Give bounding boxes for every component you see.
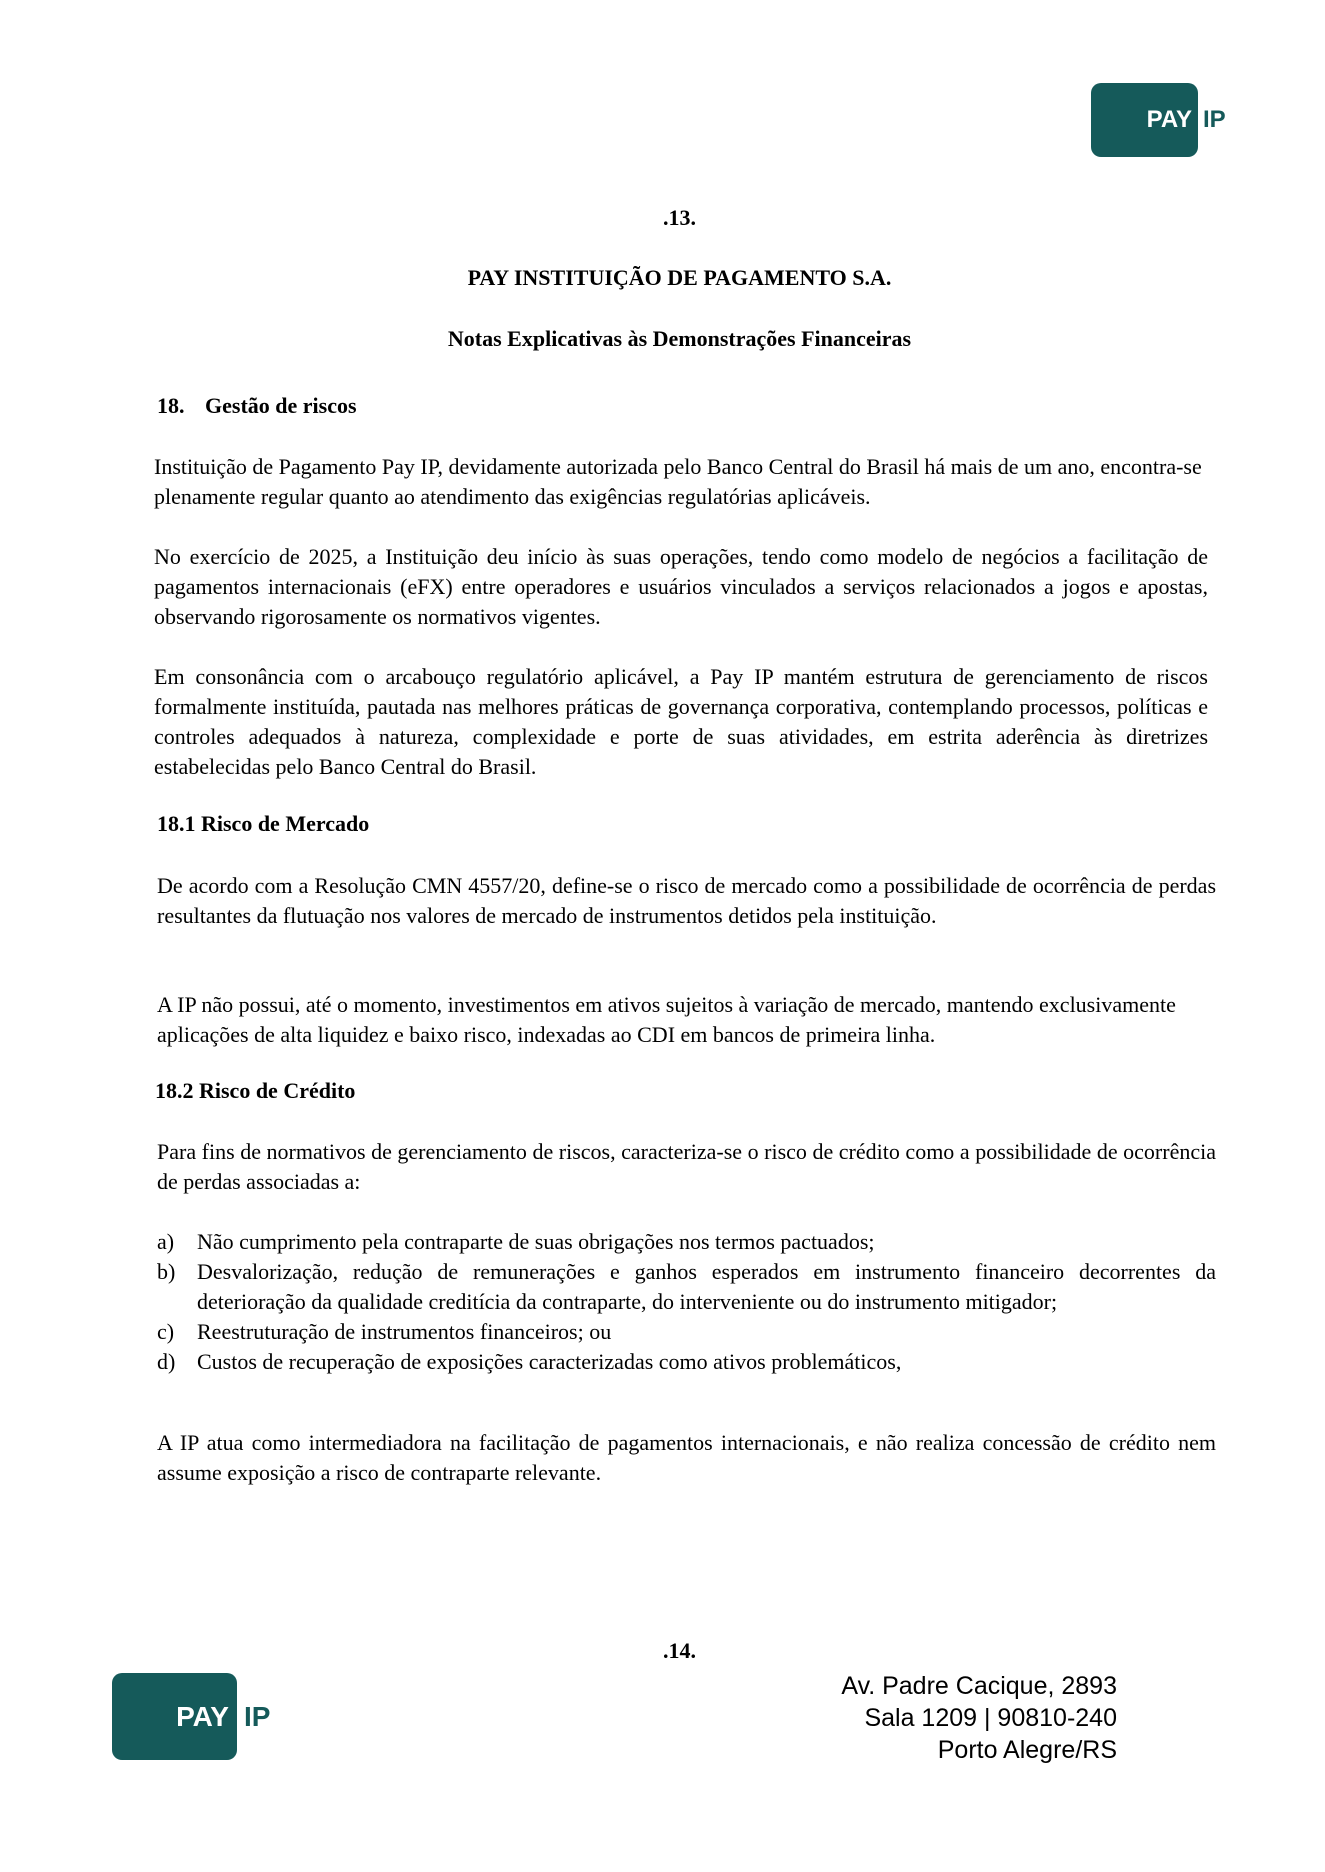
document-subtitle: Notas Explicativas às Demonstrações Financeiras — [447, 326, 912, 351]
address-line: Av. Padre Cacique, 2893 — [841, 1672, 1117, 1700]
address-line: Sala 1209 | 90810-240 — [864, 1704, 1117, 1732]
paragraph: A IP atua como intermediadora na facilitação de pagamentos internacionais, e não realiza concessão de crédito nem assume exposição a risco de contraparte relevante. — [157, 1430, 1216, 1485]
section-title: Gestão de riscos — [205, 393, 357, 418]
section-heading-18 — [157, 393, 357, 419]
logo-badge — [112, 1673, 237, 1760]
section-title: Risco de Mercado — [201, 811, 370, 836]
paragraph: A IP não possui, até o momento, investimentos em ativos sujeitos à variação de mercado, mantendo exclusivamente aplicações de alta liquidez e baixo risco, indexadas ao CDI em bancos de primeira linha. — [157, 992, 1176, 1047]
footer-address — [841, 1670, 1117, 1766]
list-item — [157, 1257, 1216, 1317]
logo-pay-text: PAY — [176, 1700, 229, 1732]
paragraph: No exercício de 2025, a Instituição deu início às suas operações, tendo como modelo de negócios a facilitação de pagamentos internacionais (eFX) entre operadores e usuários vinculados a serviços relacionados a jogos e apostas, observando rigorosamente os normativos vigentes. — [154, 544, 1208, 629]
section-number: 18.2 — [155, 1078, 194, 1103]
company-name: PAY INSTITUIÇÃO DE PAGAMENTO S.A. — [467, 265, 892, 290]
logo-pay-text: PAY — [1146, 106, 1192, 133]
page-number-bottom: .14. — [663, 1638, 696, 1663]
section-number: 18. — [157, 393, 185, 418]
paragraph: Instituição de Pagamento Pay IP, devidamente autorizada pelo Banco Central do Brasil há mais de um ano, encontra-se plenamente regular quanto ao atendimento das exigências regulatórias aplicáveis. — [154, 454, 1202, 509]
paragraph: Em consonância com o arcabouço regulatório aplicável, a Pay IP mantém estrutura de gerenciamento de riscos formalmente instituída, pautada nas melhores práticas de governança corporativa, contemplando processos, políticas e controles adequados à natureza, complexidade e porte de suas atividades, em estrita aderência às diretrizes estabelecidas pelo Banco Central do Brasil. — [154, 664, 1208, 779]
logo-top — [1091, 83, 1226, 157]
list-marker: c) — [157, 1319, 175, 1344]
list-item — [157, 1317, 1216, 1347]
page-number-top: .13. — [663, 205, 696, 230]
list-item — [157, 1347, 1216, 1377]
section-heading-18-2 — [155, 1078, 355, 1104]
logo-ip-text: IP — [1203, 106, 1226, 133]
list-marker: d) — [157, 1349, 176, 1374]
list-item-text: Desvalorização, redução de remunerações e ganhos esperados em instrumento financeiro decorrentes da deterioração da qualidade creditícia da contraparte, do interveniente ou do instrumento mitigador; — [197, 1259, 1216, 1314]
section-title: Risco de Crédito — [199, 1078, 356, 1103]
list-item-text: Reestruturação de instrumentos financeiros; ou — [197, 1319, 612, 1344]
address-line: Porto Alegre/RS — [937, 1736, 1117, 1764]
list-marker: b) — [157, 1259, 176, 1284]
section-number: 18.1 — [157, 811, 196, 836]
section-heading-18-1 — [157, 811, 369, 837]
risk-list — [157, 1227, 1216, 1377]
logo-bottom — [112, 1673, 270, 1760]
paragraph: De acordo com a Resolução CMN 4557/20, define-se o risco de mercado como a possibilidade de ocorrência de perdas resultantes da flutuação nos valores de mercado de instrumentos detidos pela instituição. — [157, 873, 1216, 928]
logo-badge — [1091, 83, 1198, 157]
logo-ip-text: IP — [244, 1700, 271, 1732]
list-item-text: Não cumprimento pela contraparte de suas obrigações nos termos pactuados; — [197, 1229, 875, 1254]
paragraph: Para fins de normativos de gerenciamento de riscos, caracteriza-se o risco de crédito como a possibilidade de ocorrência de perdas associadas a: — [157, 1139, 1216, 1194]
list-item — [157, 1227, 1216, 1257]
list-marker: a) — [157, 1229, 175, 1254]
list-item-text: Custos de recuperação de exposições caracterizadas como ativos problemáticos, — [197, 1349, 902, 1374]
